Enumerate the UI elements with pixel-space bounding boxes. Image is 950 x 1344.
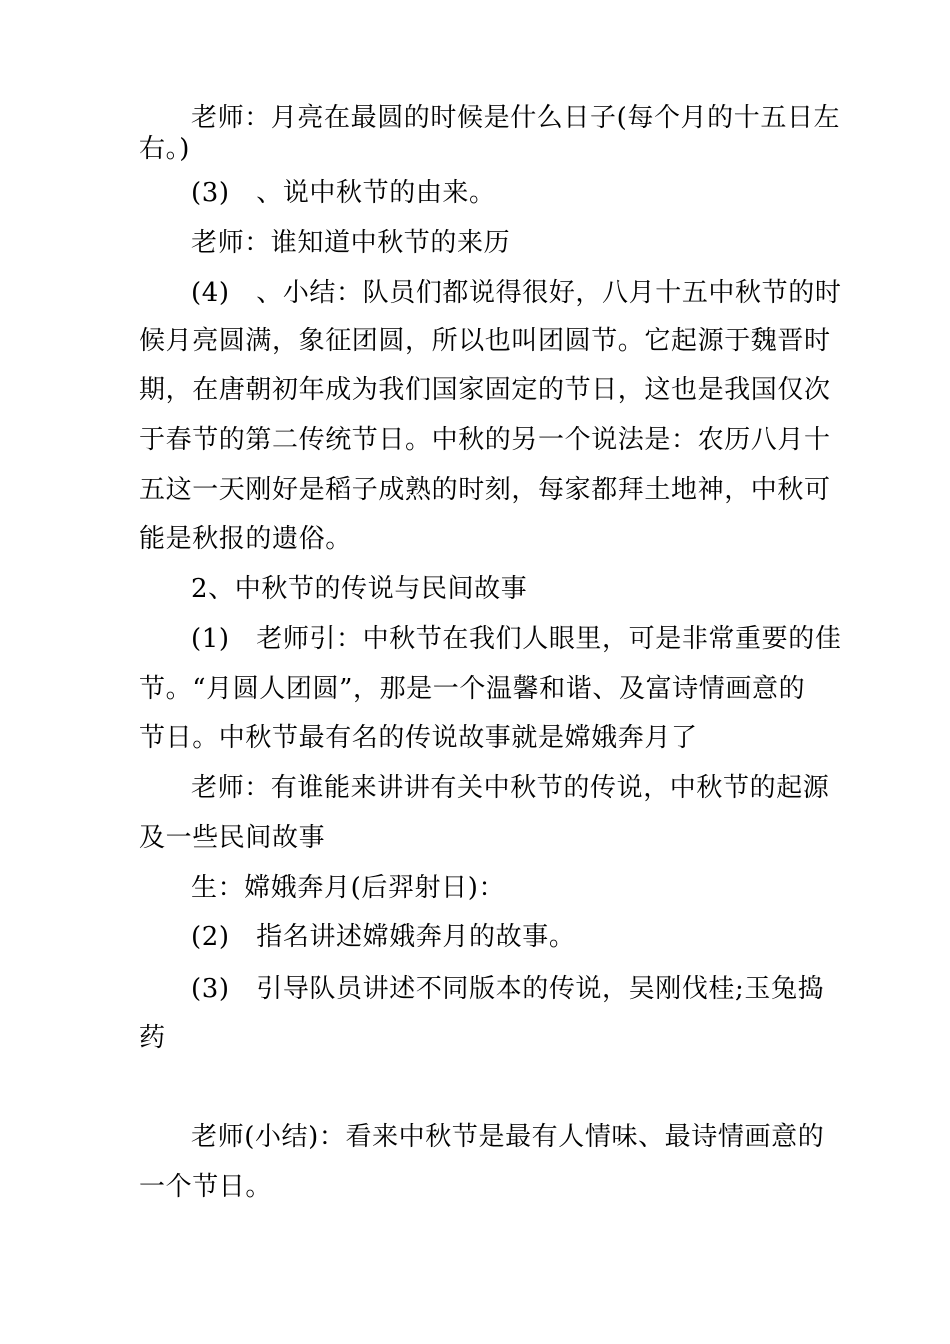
paragraph-line: 老师：谁知道中秋节的来历 <box>191 228 511 258</box>
paragraph-line: (3) 、说中秋节的由来。 <box>191 178 496 208</box>
paragraph-line: (1) 老师引：中秋节在我们人眼里，可是非常重要的佳 <box>191 624 842 654</box>
paragraph-line: 右。) <box>139 134 190 164</box>
paragraph-line: 及一些民间故事 <box>139 823 326 853</box>
paragraph-line: 五这一天刚好是稻子成熟的时刻，每家都拜土地神，中秋可 <box>139 475 831 505</box>
paragraph-line: 老师：有谁能来讲讲有关中秋节的传说，中秋节的起源 <box>191 773 830 803</box>
paragraph-line: 一个节日。 <box>139 1172 273 1202</box>
paragraph-line: 药 <box>139 1023 166 1053</box>
paragraph-line: 候月亮圆满，象征团圆，所以也叫团圆节。它起源于魏晋时 <box>139 326 831 356</box>
paragraph-line: 于春节的第二传统节日。中秋的另一个说法是：农历八月十 <box>139 425 831 455</box>
paragraph-line: (3) 引导队员讲述不同版本的传说，吴刚伐桂;玉兔捣 <box>191 974 825 1004</box>
paragraph-line: 老师(小结)：看来中秋节是最有人情味、最诗情画意的 <box>191 1122 825 1152</box>
paragraph-line: 老师：月亮在最圆的时候是什么日子(每个月的十五日左 <box>191 103 841 133</box>
paragraph-line: (4) 、小结：队员们都说得很好，八月十五中秋节的时 <box>191 278 842 308</box>
paragraph-line: 生：嫦娥奔月(后羿射日)： <box>191 873 506 903</box>
paragraph-line: 节。“月圆人团圆”，那是一个温馨和谐、及富诗情画意的 <box>139 674 806 704</box>
paragraph-line: 期，在唐朝初年成为我们国家固定的节日，这也是我国仅次 <box>139 375 831 405</box>
section-heading: 2、中秋节的传说与民间故事 <box>191 574 528 604</box>
paragraph-line: 节日。中秋节最有名的传说故事就是嫦娥奔月了 <box>139 723 698 753</box>
paragraph-line: (2) 指名讲述嫦娥奔月的故事。 <box>191 922 576 952</box>
paragraph-line: 能是秋报的遗俗。 <box>139 524 352 554</box>
